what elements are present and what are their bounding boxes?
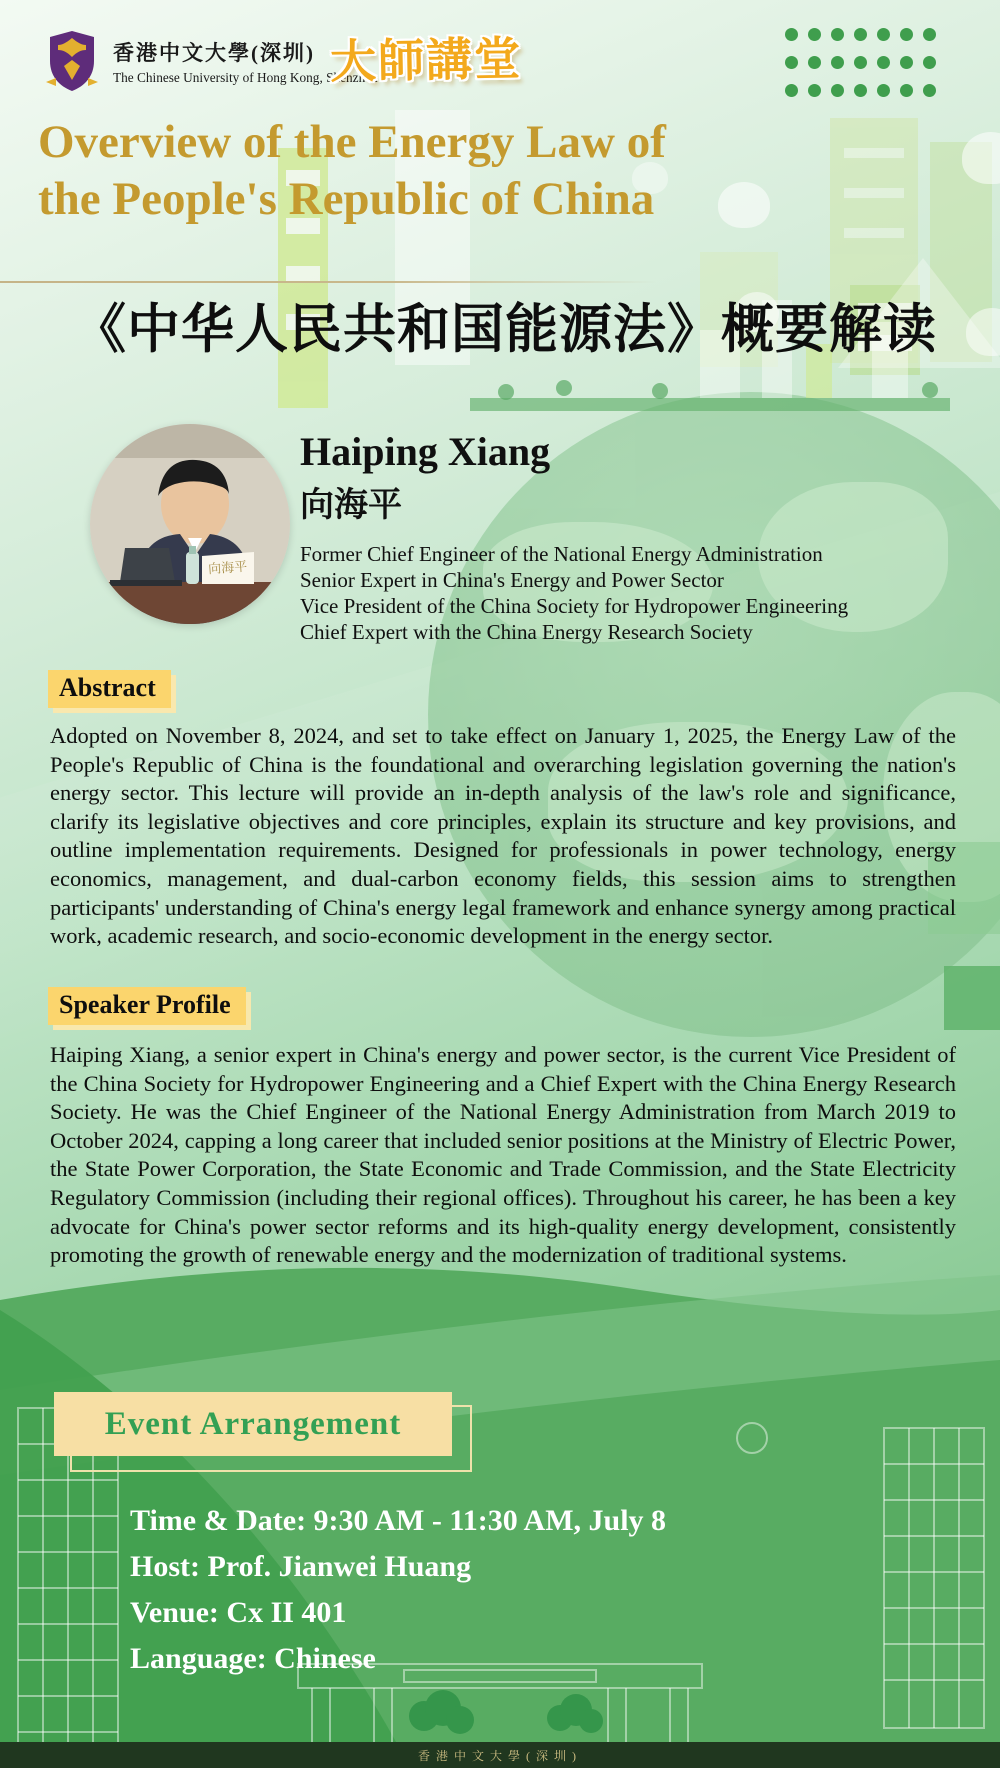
- tree-decor: [498, 384, 514, 400]
- abstract-body: Adopted on November 8, 2024, and set to take effect on January 1, 2025, the Energy Law of the People's Republic of China is the foundational and overarching legislation governing the nation's energy sector. This lecture will provide an in-depth analysis of the law's role and significance, clarify its legislative objectives and core principles, explain its structure and key provisions, and outline implementation requirements. Designed for professionals in power technology, energy economics, management, and dual-carbon economy fields, this session aims to strengthen participants' understanding of China's energy legal framework and enhance synergy among practical work, academic research, and socio-economic development in the energy sector.: [50, 723, 956, 949]
- speaker-name-english: Haiping Xiang: [300, 429, 551, 474]
- credential-line: Senior Expert in China's Energy and Power Sector: [300, 568, 724, 592]
- speaker-photo-illustration: [90, 424, 290, 624]
- event-venue: Venue: Cx II 401: [130, 1596, 347, 1629]
- divider-line: [0, 281, 656, 283]
- credential-line: Vice President of the China Society for Hydropower Engineering: [300, 594, 849, 618]
- event-language: Language: Chinese: [130, 1642, 376, 1675]
- credential-line: Former Chief Engineer of the National Energy Administration: [300, 542, 823, 566]
- cuhk-emblem-icon: [44, 30, 100, 92]
- speaker-photo: [90, 424, 290, 624]
- header: [44, 30, 378, 92]
- building-window: [844, 148, 904, 158]
- square-decor: [944, 966, 1000, 1030]
- building-window: [844, 228, 904, 238]
- abstract-heading-highlight: Abstract: [48, 670, 171, 708]
- event-time-date: Time & Date: 9:30 AM - 11:30 AM, July 8: [130, 1504, 667, 1537]
- university-name-en: The Chinese University of Hong Kong, Shenzhen: [113, 69, 378, 85]
- dot-grid-decor: [785, 28, 936, 97]
- gate-sign-text: 香港中文大學(深圳): [418, 1748, 582, 1763]
- abstract-heading: [48, 670, 171, 708]
- cloud-decor: [718, 182, 770, 228]
- photo-placard-text: 向海平: [207, 558, 248, 577]
- speaker-name-chinese: 向海平: [300, 487, 402, 524]
- english-title-line1: Overview of the Energy Law of: [38, 116, 666, 168]
- building-window: [286, 266, 320, 282]
- building-window: [844, 188, 904, 198]
- event-host: Host: Prof. Jianwei Huang: [130, 1550, 472, 1583]
- speaker-profile-heading-highlight: Speaker Profile: [48, 987, 246, 1025]
- campus-gate-photo-strip: [0, 1742, 1000, 1768]
- university-name-zh: 香港中文大學(深圳): [113, 40, 315, 65]
- english-title-line2: the People's Republic of China: [38, 173, 655, 225]
- speaker-profile-body: Haiping Xiang, a senior expert in China's energy and power sector, is the current Vice President of the China Society for Hydropower Engineering and a Chief Expert with the China Energy Research Society. He was the Chief Engineer of the National Energy Administration from March 2019 to October 2024, capping a long career that included senior positions at the Ministry of Electric Power, the State Power Corporation, the State Economic and Trade Commission, and the State Electricity Regulatory Commission (including their regional offices). Throughout his career, he has been a key advocate for China's power sector reforms and its high-quality energy development, consistently promoting the growth of renewable energy and the modernization of traditional systems.: [50, 1042, 956, 1268]
- event-arrangement-banner: [54, 1392, 452, 1456]
- credential-line: Chief Expert with the China Energy Research Society: [300, 620, 753, 644]
- chinese-title: 《中华人民共和国能源法》概要解读: [73, 301, 937, 359]
- cloud-decor: [962, 132, 1000, 184]
- event-arrangement-label: Event Arrangement: [104, 1405, 402, 1442]
- tree-decor: [922, 382, 938, 398]
- event-details: [130, 1498, 666, 1682]
- speaker-credentials: [300, 541, 848, 645]
- master-lecture-hall-logo: 大師講堂: [329, 32, 523, 88]
- speaker-profile-heading: [48, 987, 246, 1025]
- platform-decor: [470, 398, 950, 411]
- english-title: [38, 114, 666, 228]
- tree-decor: [556, 380, 572, 396]
- tree-decor: [652, 383, 668, 399]
